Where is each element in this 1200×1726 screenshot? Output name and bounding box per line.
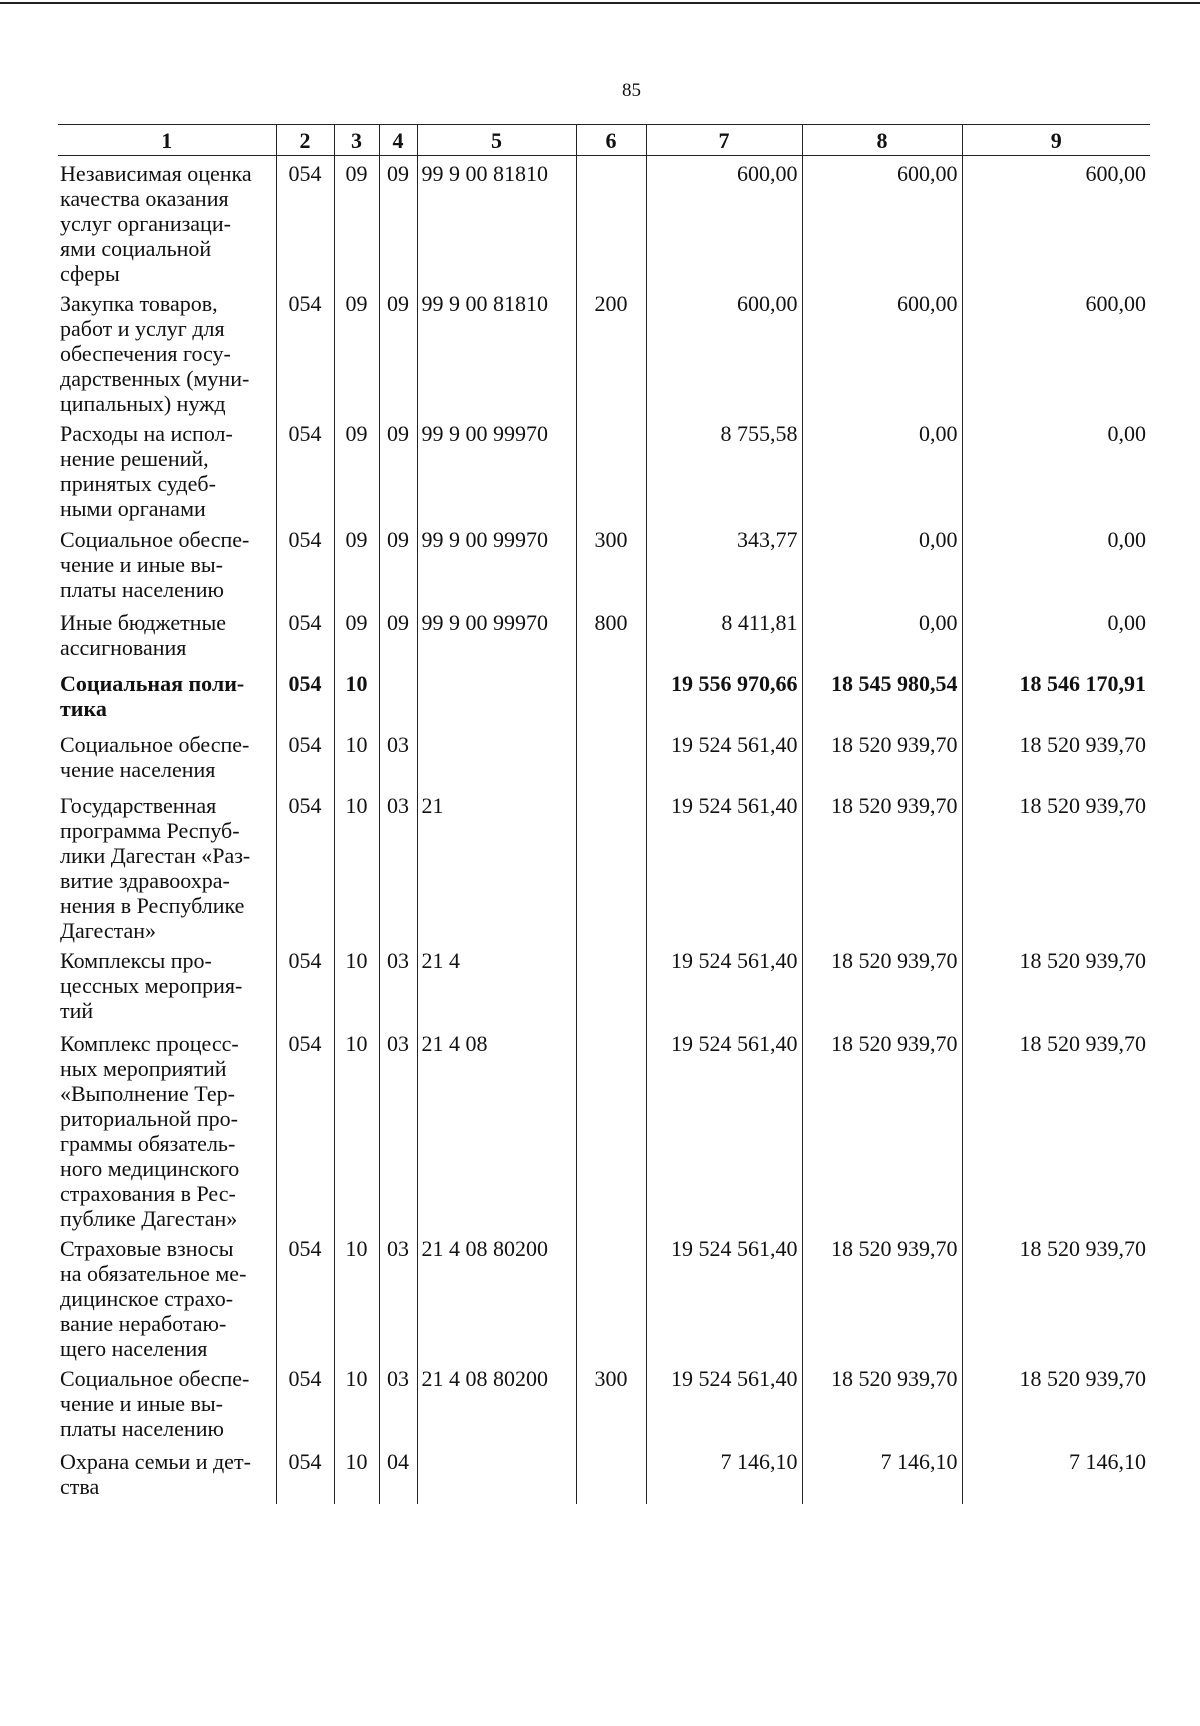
csr-cell: 99 9 00 81810 (417, 286, 576, 416)
year3-amount-cell: 600,00 (962, 156, 1150, 287)
grbs-cell: 054 (276, 1231, 334, 1361)
header-row (58, 125, 1150, 156)
vr-cell (576, 727, 646, 788)
row-name-line: принятых судеб- (60, 471, 216, 496)
year1-amount-cell: 19 524 561,40 (646, 727, 802, 788)
grbs-cell: 054 (276, 727, 334, 788)
row-name-line: ными органами (60, 496, 206, 521)
rz-cell: 09 (334, 416, 379, 522)
year1-amount-cell: 600,00 (646, 156, 802, 287)
row-name-line: цессных мероприя- (60, 973, 243, 998)
csr-cell (417, 666, 576, 727)
pr-cell: 09 (379, 156, 417, 287)
row-name-line: на обязательное ме- (60, 1261, 247, 1286)
row-name-line: Комплекс процесс- (60, 1031, 239, 1056)
row-name-line: нение решений, (60, 446, 209, 471)
pr-cell: 03 (379, 727, 417, 788)
table-row (58, 1361, 1150, 1444)
header-col-2: 2 (276, 125, 334, 156)
row-name-line: ного медицинского (60, 1156, 240, 1181)
csr-cell: 21 (417, 788, 576, 943)
rz-cell: 10 (334, 1361, 379, 1444)
row-name-line: Государственная (60, 793, 217, 818)
row-name-cell (58, 788, 276, 943)
row-name-line: Социальное обеспе- (60, 1366, 250, 1391)
row-name-line: щего населения (60, 1336, 208, 1361)
rz-cell: 10 (334, 1444, 379, 1504)
year2-amount-cell: 600,00 (802, 156, 962, 287)
year2-amount-cell: 18 520 939,70 (802, 1361, 962, 1444)
row-name-line: Социальная поли- (60, 671, 245, 696)
grbs-cell: 054 (276, 1026, 334, 1231)
csr-cell: 99 9 00 99970 (417, 416, 576, 522)
year1-amount-cell: 343,77 (646, 522, 802, 605)
year1-amount-cell: 19 556 970,66 (646, 666, 802, 727)
row-name-line: услуг организаци- (60, 211, 231, 236)
row-name-cell (58, 943, 276, 1026)
vr-cell (576, 416, 646, 522)
year1-amount-cell: 19 524 561,40 (646, 1361, 802, 1444)
rz-cell: 09 (334, 605, 379, 666)
rz-cell: 10 (334, 943, 379, 1026)
table-row (58, 1026, 1150, 1231)
year3-amount-cell: 18 546 170,91 (962, 666, 1150, 727)
year3-amount-cell: 600,00 (962, 286, 1150, 416)
row-name-cell (58, 605, 276, 666)
row-name-line: работ и услуг для (60, 316, 225, 341)
table-row (58, 727, 1150, 788)
row-name-line: граммы обязатель- (60, 1131, 236, 1156)
year1-amount-cell: 600,00 (646, 286, 802, 416)
row-name-line: вание неработаю- (60, 1311, 227, 1336)
pr-cell: 09 (379, 605, 417, 666)
year2-amount-cell: 18 520 939,70 (802, 943, 962, 1026)
row-name-line: Социальное обеспе- (60, 732, 250, 757)
pr-cell: 03 (379, 1361, 417, 1444)
pr-cell: 03 (379, 788, 417, 943)
table-row (58, 605, 1150, 666)
row-name-line: ных мероприятий (60, 1056, 227, 1081)
rz-cell: 10 (334, 666, 379, 727)
grbs-cell: 054 (276, 156, 334, 287)
year2-amount-cell: 18 520 939,70 (802, 727, 962, 788)
row-name-line: Расходы на испол- (60, 421, 233, 446)
vr-cell: 300 (576, 522, 646, 605)
table-row (58, 788, 1150, 943)
rz-cell: 09 (334, 156, 379, 287)
table-row (58, 943, 1150, 1026)
table-row (58, 1231, 1150, 1361)
year2-amount-cell: 7 146,10 (802, 1444, 962, 1504)
year3-amount-cell: 18 520 939,70 (962, 943, 1150, 1026)
year2-amount-cell: 18 520 939,70 (802, 1231, 962, 1361)
grbs-cell: 054 (276, 1361, 334, 1444)
row-name-cell (58, 1361, 276, 1444)
header-col-9: 9 (962, 125, 1150, 156)
pr-cell: 09 (379, 416, 417, 522)
vr-cell (576, 1026, 646, 1231)
grbs-cell: 054 (276, 416, 334, 522)
row-name-line: ципальных) нужд (60, 391, 226, 416)
row-name-cell (58, 522, 276, 605)
vr-cell (576, 1231, 646, 1361)
header-col-6: 6 (576, 125, 646, 156)
rz-cell: 09 (334, 286, 379, 416)
year3-amount-cell: 0,00 (962, 416, 1150, 522)
table-body (58, 156, 1150, 1505)
rz-cell: 10 (334, 727, 379, 788)
year3-amount-cell: 18 520 939,70 (962, 1026, 1150, 1231)
pr-cell: 03 (379, 1231, 417, 1361)
vr-cell (576, 666, 646, 727)
vr-cell: 300 (576, 1361, 646, 1444)
table-row (58, 522, 1150, 605)
csr-cell (417, 1444, 576, 1504)
header-col-4: 4 (379, 125, 417, 156)
rz-cell: 09 (334, 522, 379, 605)
table-row (58, 1444, 1150, 1504)
row-name-line: нения в Республике (60, 893, 245, 918)
year2-amount-cell: 18 545 980,54 (802, 666, 962, 727)
rz-cell: 10 (334, 1026, 379, 1231)
csr-cell: 21 4 08 80200 (417, 1231, 576, 1361)
row-name-line: витие здравоохра- (60, 868, 230, 893)
row-name-line: чение и иные вы- (60, 1391, 224, 1416)
row-name-line: ями социальной (60, 236, 212, 261)
year3-amount-cell: 0,00 (962, 605, 1150, 666)
row-name-cell (58, 1026, 276, 1231)
vr-cell (576, 788, 646, 943)
grbs-cell: 054 (276, 286, 334, 416)
table-row (58, 286, 1150, 416)
table-row (58, 416, 1150, 522)
row-name-line: чение населения (60, 757, 216, 782)
year2-amount-cell: 600,00 (802, 286, 962, 416)
year3-amount-cell: 18 520 939,70 (962, 1361, 1150, 1444)
row-name-line: ассигнования (60, 635, 187, 660)
row-name-cell (58, 1444, 276, 1504)
year3-amount-cell: 18 520 939,70 (962, 1231, 1150, 1361)
row-name-line: дицинское страхо- (60, 1286, 234, 1311)
row-name-line: тика (60, 696, 107, 721)
year1-amount-cell: 19 524 561,40 (646, 943, 802, 1026)
header-col-5: 5 (417, 125, 576, 156)
pr-cell: 03 (379, 1026, 417, 1231)
pr-cell: 09 (379, 286, 417, 416)
row-name-line: Иные бюджетные (60, 610, 227, 635)
header-col-1: 1 (58, 125, 276, 156)
row-name-line: Охрана семьи и дет- (60, 1449, 251, 1474)
vr-cell (576, 156, 646, 287)
year1-amount-cell: 19 524 561,40 (646, 1231, 802, 1361)
vr-cell: 200 (576, 286, 646, 416)
row-name-line: тий (60, 998, 94, 1023)
page-number: 85 (622, 80, 641, 101)
year2-amount-cell: 0,00 (802, 522, 962, 605)
year1-amount-cell: 8 755,58 (646, 416, 802, 522)
csr-cell: 99 9 00 81810 (417, 156, 576, 287)
row-name-line: платы населению (60, 1416, 224, 1441)
row-name-line: дарственных (муни- (60, 366, 250, 391)
csr-cell: 21 4 (417, 943, 576, 1026)
row-name-line: качества оказания (60, 186, 229, 211)
year3-amount-cell: 0,00 (962, 522, 1150, 605)
budget-table (58, 124, 1150, 1504)
year2-amount-cell: 18 520 939,70 (802, 1026, 962, 1231)
row-name-line: программа Респуб- (60, 818, 240, 843)
pr-cell (379, 666, 417, 727)
year1-amount-cell: 19 524 561,40 (646, 1026, 802, 1231)
csr-cell: 99 9 00 99970 (417, 522, 576, 605)
row-name-line: «Выполнение Тер- (60, 1081, 235, 1106)
csr-cell: 99 9 00 99970 (417, 605, 576, 666)
rz-cell: 10 (334, 1231, 379, 1361)
row-name-cell (58, 727, 276, 788)
pr-cell: 03 (379, 943, 417, 1026)
year2-amount-cell: 18 520 939,70 (802, 788, 962, 943)
table-row (58, 156, 1150, 287)
row-name-line: Независимая оценка (60, 161, 252, 186)
vr-cell (576, 1444, 646, 1504)
row-name-cell (58, 416, 276, 522)
row-name-line: лики Дагестан «Раз- (60, 843, 251, 868)
row-name-line: Дагестан» (60, 918, 157, 943)
row-name-line: ства (60, 1474, 100, 1499)
year2-amount-cell: 0,00 (802, 416, 962, 522)
csr-cell (417, 727, 576, 788)
top-rule (0, 2, 1200, 4)
table-row (58, 666, 1150, 727)
row-name-cell (58, 286, 276, 416)
row-name-line: Закупка товаров, (60, 291, 218, 316)
row-name-line: чение и иные вы- (60, 552, 224, 577)
header-col-7: 7 (646, 125, 802, 156)
grbs-cell: 054 (276, 666, 334, 727)
vr-cell (576, 943, 646, 1026)
row-name-line: Комплексы про- (60, 948, 212, 973)
row-name-cell (58, 1231, 276, 1361)
row-name-line: публике Дагестан» (60, 1206, 238, 1231)
year3-amount-cell: 18 520 939,70 (962, 727, 1150, 788)
grbs-cell: 054 (276, 943, 334, 1026)
pr-cell: 09 (379, 522, 417, 605)
row-name-line: Социальное обеспе- (60, 527, 250, 552)
row-name-cell (58, 156, 276, 287)
csr-cell: 21 4 08 80200 (417, 1361, 576, 1444)
row-name-line: сферы (60, 261, 120, 286)
vr-cell: 800 (576, 605, 646, 666)
grbs-cell: 054 (276, 1444, 334, 1504)
row-name-line: риториальной про- (60, 1106, 238, 1131)
grbs-cell: 054 (276, 522, 334, 605)
year3-amount-cell: 18 520 939,70 (962, 788, 1150, 943)
row-name-cell (58, 666, 276, 727)
rz-cell: 10 (334, 788, 379, 943)
header-col-8: 8 (802, 125, 962, 156)
row-name-line: Страховые взносы (60, 1236, 234, 1261)
year1-amount-cell: 19 524 561,40 (646, 788, 802, 943)
header-col-3: 3 (334, 125, 379, 156)
row-name-line: обеспечения госу- (60, 341, 231, 366)
year1-amount-cell: 7 146,10 (646, 1444, 802, 1504)
csr-cell: 21 4 08 (417, 1026, 576, 1231)
year3-amount-cell: 7 146,10 (962, 1444, 1150, 1504)
grbs-cell: 054 (276, 788, 334, 943)
grbs-cell: 054 (276, 605, 334, 666)
row-name-line: страхования в Рес- (60, 1181, 236, 1206)
pr-cell: 04 (379, 1444, 417, 1504)
year1-amount-cell: 8 411,81 (646, 605, 802, 666)
row-name-line: платы населению (60, 577, 224, 602)
year2-amount-cell: 0,00 (802, 605, 962, 666)
